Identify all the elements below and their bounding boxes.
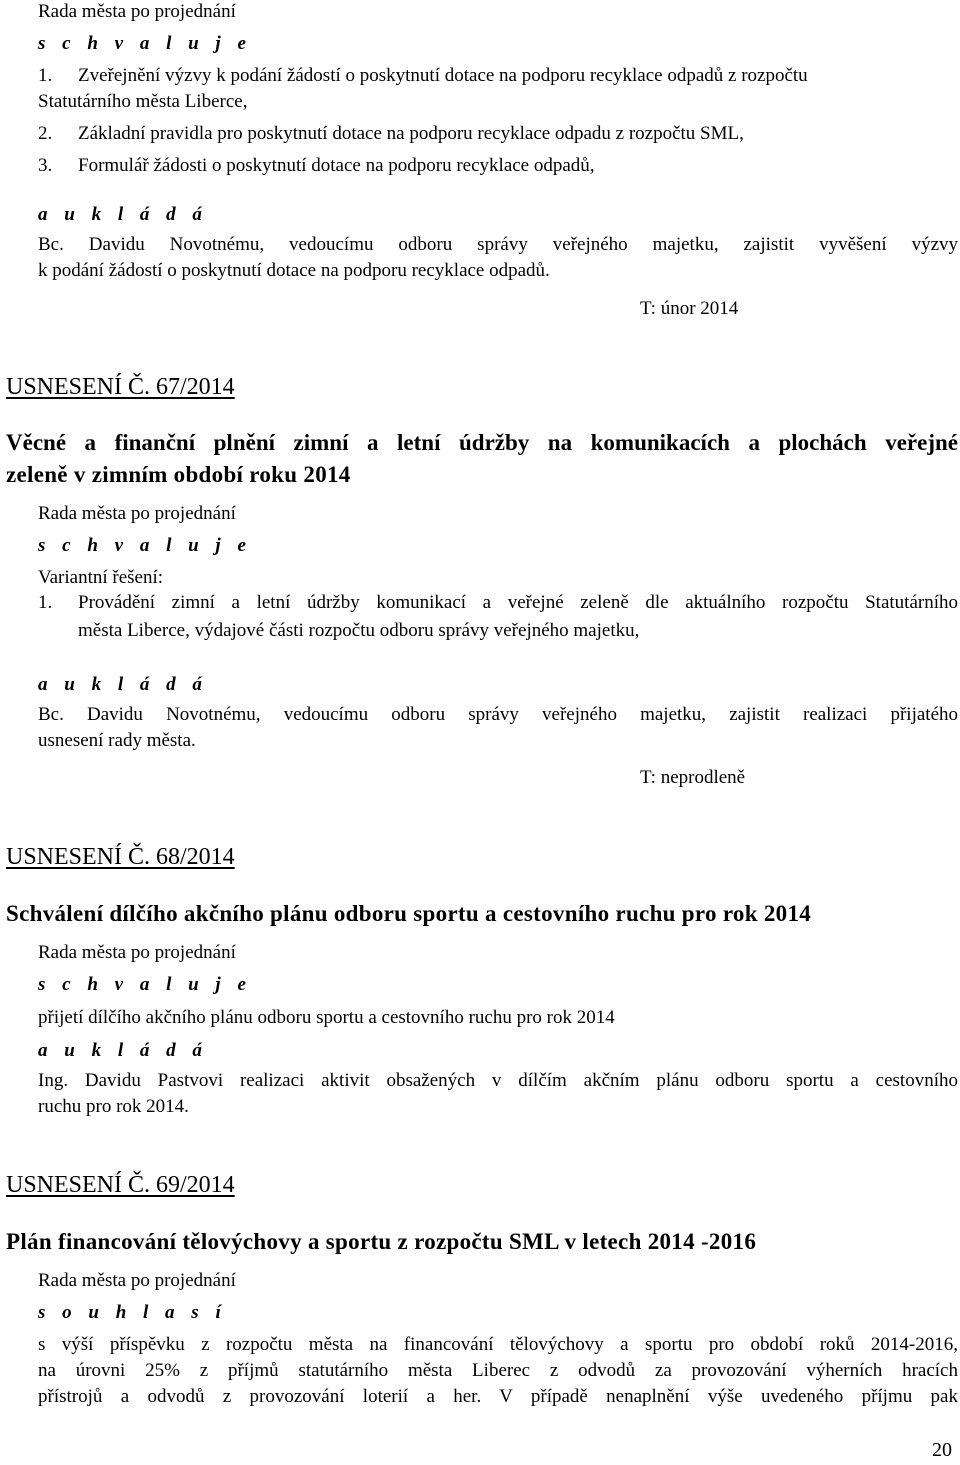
resolution-title-continued: zeleně v zimním období roku 2014 — [6, 462, 351, 487]
resolution-verb-approves: s c h v a l u j e — [38, 974, 252, 995]
resolution-title: Schválení dílčího akčního plánu odboru sportu a cestovního ruchu pro rok 2014 — [6, 901, 812, 926]
task-text: Bc. Davidu Novotnému, vedoucímu odboru správy veřejného majetku, zajistit realizaci přijatého — [38, 704, 958, 725]
resolution-verb-approves: s c h v a l u j e — [38, 33, 252, 54]
resolution-title: Věcné a finanční plnění zimní a letní údržby na komunikacích a plochách veřejné — [6, 430, 958, 455]
resolution-title: Plán financování tělovýchovy a sportu z rozpočtu SML v letech 2014 -2016 — [6, 1229, 757, 1254]
council-intro: Rada města po projednání — [38, 942, 236, 963]
council-intro: Rada města po projednání — [38, 1270, 236, 1291]
resolution-verb-assigns: a u k l á d á — [38, 674, 208, 695]
approval-text: přijetí dílčího akčního plánu odboru sportu a cestovního ruchu pro rok 2014 — [38, 1007, 615, 1028]
task-text: Bc. Davidu Novotnému, vedoucímu odboru správy veřejného majetku, zajistit vyvěšení výzvy — [38, 234, 958, 255]
resolution-heading: USNESENÍ Č. 67/2014 — [6, 374, 235, 400]
list-item-number: 3. — [38, 155, 53, 176]
list-item-text: Zveřejnění výzvy k podání žádostí o poskytnutí dotace na podporu recyklace odpadů z rozpočtu — [78, 65, 808, 86]
deadline: T: únor 2014 — [640, 298, 739, 319]
variant-label: Variantní řešení: — [38, 567, 164, 588]
task-text-continued: usnesení rady města. — [38, 730, 196, 751]
council-intro: Rada města po projednání — [38, 1, 236, 22]
list-item-number: 1. — [38, 592, 53, 613]
resolution-verb-assigns: a u k l á d á — [38, 204, 208, 225]
list-item-number: 1. — [38, 65, 53, 86]
task-text-continued: k podání žádostí o poskytnutí dotace na podporu recyklace odpadů. — [38, 260, 550, 281]
deadline: T: neprodleně — [640, 767, 746, 788]
list-item-text-continued: města Liberce, výdajové části rozpočtu odboru správy veřejného majetku, — [78, 620, 640, 641]
list-item-text: Provádění zimní a letní údržby komunikací a veřejné zeleně dle aktuálního rozpočtu Statutárního — [78, 592, 958, 613]
task-text-continued: ruchu pro rok 2014. — [38, 1096, 189, 1117]
agreement-text: s výší příspěvku z rozpočtu města na financování tělovýchovy a sportu pro období roků 2014-2016, — [38, 1334, 958, 1355]
list-item-number: 2. — [38, 123, 53, 144]
list-item-text: Základní pravidla pro poskytnutí dotace na podporu recyklace odpadu z rozpočtu SML, — [78, 123, 744, 144]
resolution-heading: USNESENÍ Č. 69/2014 — [6, 1172, 235, 1198]
resolution-verb-assigns: a u k l á d á — [38, 1040, 208, 1061]
list-item-text-continued: Statutárního města Liberce, — [38, 91, 248, 112]
page-number: 20 — [932, 1439, 952, 1461]
resolution-verb-approves: s c h v a l u j e — [38, 535, 252, 556]
council-intro: Rada města po projednání — [38, 503, 236, 524]
list-item-text: Formulář žádosti o poskytnutí dotace na podporu recyklace odpadů, — [78, 155, 595, 176]
resolution-verb-agrees: s o u h l a s í — [38, 1302, 227, 1323]
agreement-text-continued: přístrojů a odvodů z provozování loterií a her. V případě nenaplnění výše uvedeného příjmu pak — [38, 1386, 958, 1407]
resolution-heading: USNESENÍ Č. 68/2014 — [6, 844, 235, 870]
task-text: Ing. Davidu Pastvovi realizaci aktivit obsažených v dílčím akčním plánu odboru sportu a cestovního — [38, 1070, 958, 1091]
agreement-text-continued: na úrovni 25% z příjmů statutárního města Liberec z odvodů za provozování výherních hracích — [38, 1360, 958, 1381]
